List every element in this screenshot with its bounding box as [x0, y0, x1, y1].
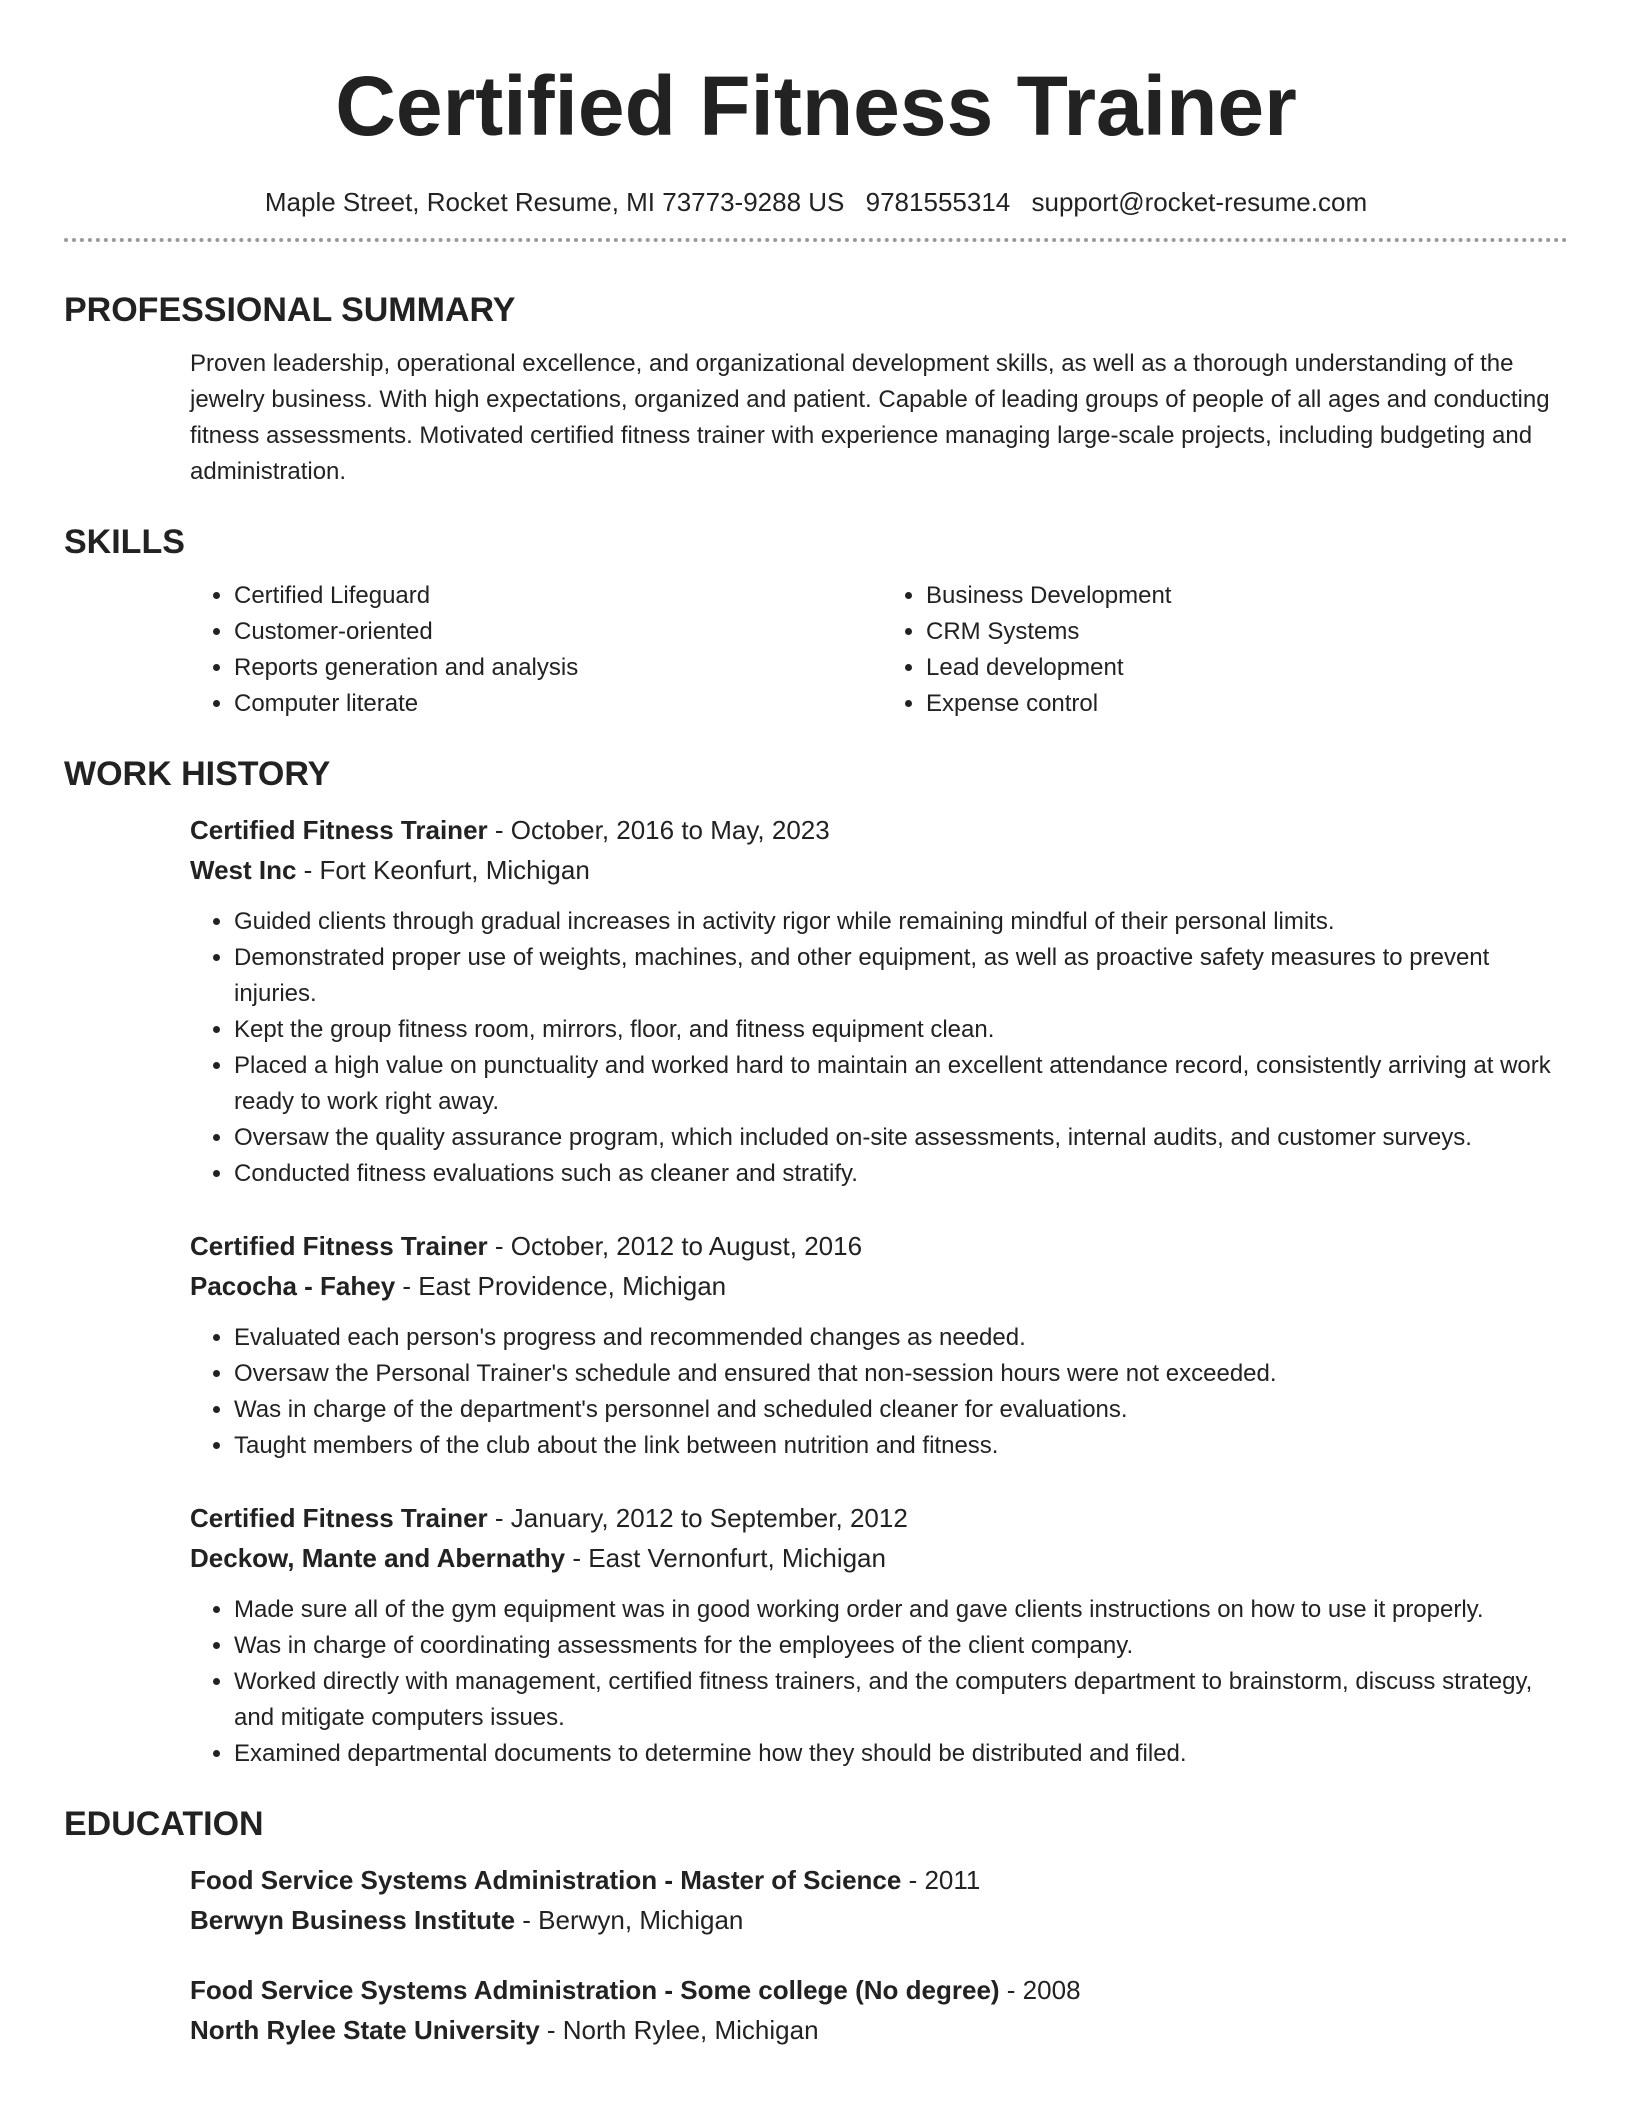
skill-item: • Business Development: [926, 578, 1568, 614]
contact-email: support@rocket-resume.com: [1031, 187, 1368, 217]
job-location: - East Providence, Michigan: [395, 1271, 727, 1301]
skills-column-2: [876, 578, 1568, 722]
job-role: Certified Fitness Trainer: [190, 1231, 488, 1261]
work-history-section: [64, 754, 1568, 1772]
skill-item: • CRM Systems: [926, 614, 1568, 650]
job-company-line: [190, 1266, 1568, 1306]
job-bullets: [190, 1320, 1568, 1464]
education-degree-line: [190, 1970, 1568, 2010]
resume-header: [64, 0, 1568, 242]
contact-phone: 9781555314: [865, 187, 1011, 217]
education-location: - North Rylee, Michigan: [539, 2015, 819, 2045]
section-title-work-history: WORK HISTORY: [64, 755, 331, 793]
skill-item: • Expense control: [926, 686, 1568, 722]
summary-text: Proven leadership, operational excellence, and organizational development skills, as well as a thorough understanding of the jewelry business. With high expectations, organized and patient. Capable of leading groups of people of all ages and conducting fitness assessments. Motivated certified fitness trainer with experience managing large-scale projects, including budgeting and administration.: [190, 350, 1550, 485]
job-company-line: [190, 1538, 1568, 1578]
job-bullet: • Demonstrated proper use of weights, machines, and other equipment, as well as proactive safety measures to prevent injuries.: [234, 940, 1568, 1012]
job-bullet: • Kept the group fitness room, mirrors, floor, and fitness equipment clean.: [234, 1012, 1568, 1048]
education-school-line: [190, 1900, 1568, 1940]
job-company: West Inc: [190, 855, 297, 885]
job-dates: - January, 2012 to September, 2012: [487, 1503, 908, 1533]
skill-item: • Reports generation and analysis: [234, 650, 876, 686]
skill-item: • Lead development: [926, 650, 1568, 686]
skills-section: [64, 522, 1568, 722]
candidate-name: Certified Fitness Trainer: [335, 59, 1297, 153]
job-bullet: • Taught members of the club about the link between nutrition and fitness.: [234, 1428, 1568, 1464]
job-bullet: • Was in charge of coordinating assessments for the employees of the client company.: [234, 1628, 1568, 1664]
contact-line: [64, 184, 1568, 220]
section-title-skills: SKILLS: [64, 523, 185, 561]
education-degree: Food Service Systems Administration - Some college (No degree): [190, 1975, 1000, 2005]
section-title-summary: PROFESSIONAL SUMMARY: [64, 291, 516, 329]
job-company: Pacocha - Fahey: [190, 1271, 396, 1301]
job-bullet: • Was in charge of the department's personnel and scheduled cleaner for evaluations.: [234, 1392, 1568, 1428]
job-title-line: [190, 810, 1568, 850]
job-dates: - October, 2016 to May, 2023: [487, 815, 830, 845]
education-entry: [190, 1970, 1568, 2050]
job-bullets: [190, 1592, 1568, 1772]
header-divider: [64, 238, 1568, 242]
education-degree: Food Service Systems Administration - Master of Science: [190, 1865, 902, 1895]
job-bullet: • Made sure all of the gym equipment was in good working order and gave clients instructions on how to use it properly.: [234, 1592, 1568, 1628]
job-bullet: • Evaluated each person's progress and recommended changes as needed.: [234, 1320, 1568, 1356]
education-section: [64, 1804, 1568, 2050]
education-degree-line: [190, 1860, 1568, 1900]
job-title-line: [190, 1226, 1568, 1266]
job-entry: [190, 1498, 1568, 1772]
skill-item: • Computer literate: [234, 686, 876, 722]
job-entry: [190, 1226, 1568, 1464]
job-bullet: • Oversaw the Personal Trainer's schedule and ensured that non-session hours were not exceeded.: [234, 1356, 1568, 1392]
skill-item: • Customer-oriented: [234, 614, 876, 650]
job-bullet: • Oversaw the quality assurance program, which included on-site assessments, internal audits, and customer surveys.: [234, 1120, 1568, 1156]
job-location: - Fort Keonfurt, Michigan: [296, 855, 590, 885]
job-bullet: • Worked directly with management, certified fitness trainers, and the computers department to brainstorm, discuss strategy, and mitigate computers issues.: [234, 1664, 1568, 1736]
job-role: Certified Fitness Trainer: [190, 815, 488, 845]
job-bullet: • Examined departmental documents to determine how they should be distributed and filed.: [234, 1736, 1568, 1772]
contact-address: Maple Street, Rocket Resume, MI 73773-9288 US: [264, 187, 845, 217]
education-school-line: [190, 2010, 1568, 2050]
job-title-line: [190, 1498, 1568, 1538]
job-company: Deckow, Mante and Abernathy: [190, 1543, 566, 1573]
education-school: North Rylee State University: [190, 2015, 540, 2045]
job-role: Certified Fitness Trainer: [190, 1503, 488, 1533]
summary-section: [64, 290, 1568, 490]
education-school: Berwyn Business Institute: [190, 1905, 516, 1935]
job-dates: - October, 2012 to August, 2016: [487, 1231, 863, 1261]
education-location: - Berwyn, Michigan: [515, 1905, 744, 1935]
job-bullet: • Guided clients through gradual increases in activity rigor while remaining mindful of their personal limits.: [234, 904, 1568, 940]
education-year: - 2011: [901, 1865, 981, 1895]
skills-list: [190, 578, 1568, 722]
education-year: - 2008: [999, 1975, 1081, 2005]
skills-column-1: [190, 578, 876, 722]
job-company-line: [190, 850, 1568, 890]
skill-item: • Certified Lifeguard: [234, 578, 876, 614]
education-entry: [190, 1860, 1568, 1940]
job-entry: [190, 810, 1568, 1192]
job-bullet: • Placed a high value on punctuality and worked hard to maintain an excellent attendance record, consistently arriving at work ready to work right away.: [234, 1048, 1568, 1120]
job-bullet: • Conducted fitness evaluations such as cleaner and stratify.: [234, 1156, 1568, 1192]
section-title-education: EDUCATION: [64, 1805, 264, 1843]
job-location: - East Vernonfurt, Michigan: [565, 1543, 886, 1573]
job-bullets: [190, 904, 1568, 1192]
